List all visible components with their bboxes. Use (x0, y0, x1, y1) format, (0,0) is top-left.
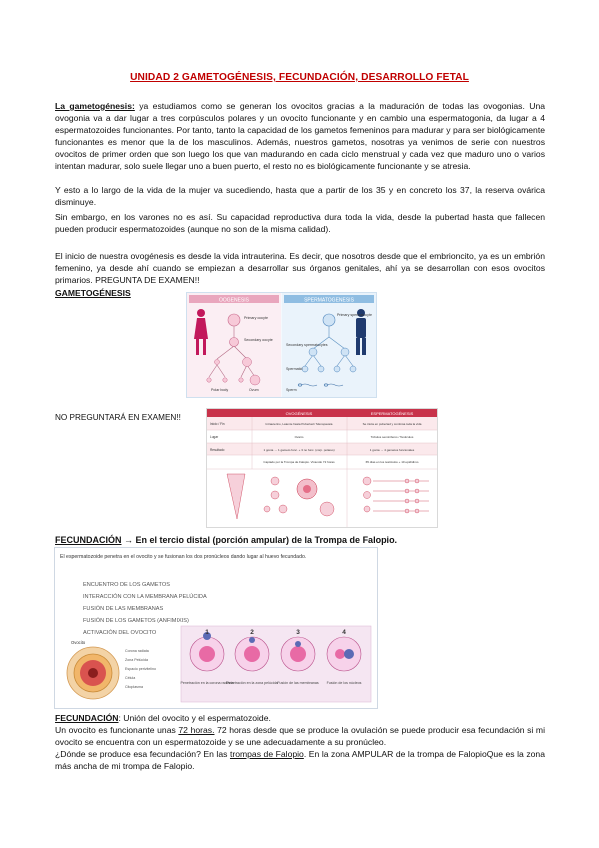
polar-body-label: Polar body (211, 388, 229, 392)
step-activacion: ACTIVACIÓN DEL OVOCITO (83, 630, 157, 636)
primary-oocyte-label: Primary oocyte (244, 316, 268, 320)
step-caption-3: Fusión de las membranas (277, 681, 319, 685)
step-number-1: 1 (205, 629, 209, 636)
fecundacion-heading-text: En el tercio distal (porción ampular) de la Trompa de Falopio. (135, 535, 398, 545)
answer-text: . En la zona AMPULAR de la trompa de FalopioQue es la zona más ancha de mi trompa de Falopio. (55, 748, 545, 771)
comparison-table-figure (206, 408, 438, 528)
spermatogenesis-header: SPERMATOGENESIS (304, 297, 354, 304)
step-caption-1: Penetración en la corona radiada (180, 681, 234, 685)
step-fusion-membranas: FUSIÓN DE LAS MEMBRANAS (83, 606, 164, 612)
sperm-label: Sperm (286, 388, 297, 392)
corona-label: Corona radiata (125, 649, 149, 653)
fecundacion-heading-label: FECUNDACIÓN (55, 535, 122, 545)
cell-ovo-viabilidad: Captado por la Trompa de Falopio. Viviendo 72 horas (263, 460, 335, 464)
row-label-resultado: Resultado (210, 448, 225, 452)
secondary-spermatocytes-label: Secondary spermatocytes (286, 343, 328, 347)
cell-ovo-resultado: 1 gonia → 1 gameto func. + 3 no func. (corp. polares) (263, 448, 335, 452)
step-encuentro: ENCUENTRO DE LOS GAMETOS (83, 582, 170, 588)
row-label-inicio: Inicio / Fin (210, 422, 225, 426)
citoplasma-label: Citoplasma (125, 685, 143, 689)
cell-esp-inicio: Se inicia en pubertad y continúa toda la vida (362, 422, 422, 426)
col-header-ovogenesis: OVOGÉNESIS (285, 411, 313, 416)
step-caption-4: Fusión de los núcleos (326, 681, 362, 685)
oocyte-text-continued: 72 horas desde que se produce la ovulación se puede producir esa fecundación si mi ovocito se encuentra con un espermatozoide y se une adecuadamente a su pronúcleo. (55, 724, 545, 747)
primary-spermatocyte-cell (323, 314, 335, 326)
page-title: UNIDAD 2 GAMETOGÉNESIS, FECUNDACIÓN, DESARROLLO FETAL (130, 72, 469, 83)
step-number-4: 4 (342, 629, 346, 636)
ovum-label: Ovum (249, 388, 259, 392)
gametogenesis-figure (186, 292, 377, 398)
oogenesis-header: OOGENESIS (218, 297, 250, 304)
oocyte-hours: 72 horas. (178, 724, 215, 735)
espermatogenesis-diagram (363, 477, 429, 513)
paragraph-ovarian-reserve: Y esto a lo largo de la vida de la mujer va sucediendo, hasta que a partir de los 35 y en concreto los 37, la reserva ovárica disminuye. (55, 185, 545, 207)
arrow-right-icon: → (121, 535, 136, 545)
step-number-2: 2 (250, 629, 254, 636)
fecundacion-figure (54, 547, 378, 709)
section-heading-gametogenesis: GAMETOGÉNESIS (55, 288, 131, 298)
question-text: ¿Dónde se produce esa fecundación? En las (55, 748, 230, 759)
step-2-diagram (235, 637, 269, 671)
fecundacion-heading (55, 535, 545, 547)
paragraph-intrauterine: El inicio de nuestra ovogénesis es desde la vida intrauterina. Es decir, que nosotros desde que el embrioncito, ya es un embrión femenino, ya desde ahí cuando se empiezan a desarrollar sus órganos genitales, ahí ya se desarrollan con esos ovocitos primarios. PREGUNTA DE EXAMEN!! (55, 251, 545, 285)
step-caption-2: Penetración en la zona pelúcida (226, 681, 278, 685)
cell-esp-resultado: 1 gonia → 4 gametos funcionales (369, 448, 415, 452)
no-exam-note: NO PREGUNTARÁ EN EXAMEN!! (55, 413, 181, 422)
paragraph-males: Sin embargo, en los varones no es así. Su capacidad reproductiva dura toda la vida, desde la pubertad hasta que fallecen pueden producir espermatozoides (aunque no son de la misma calidad). (55, 212, 545, 234)
secondary-oocyte-label: Secondary oocyte (244, 338, 273, 342)
lead-term: La gametogénesis: (55, 101, 135, 111)
primary-spermatocyte-label: Primary spermatocyte (337, 313, 372, 317)
paragraph-gametogenesis (55, 101, 545, 172)
paragraph-fecundacion (55, 713, 545, 773)
paragraph-text: ya estudiamos como se generan los ovocitos gracias a la maduración de todas las ovogonias. Una ovogonia va a dar lugar a tres corpúsculos polares y un ovocito funcionante y en cambio una espermatogonia, da lugar a 4 espermatozoides funcionantes. Por tanto, tanto la capacidad de los gametos femeninos para madurar y para ser biológicamente funcionantes es menor que la de los masculinos. Además, nuestros gametos, nosotras ya venimos de serie con nuestros ovocitos de primer orden que son luego los que van madurando en cada ciclo menstrual y cada vez que maduro uno o varios intentan madurar, solo suele llegar uno a buen puerto, el resto no es biológicamente funcionante y se atresia. (55, 101, 546, 171)
cell-ovo-lugar: Ovario (294, 435, 304, 439)
espacio-label: Espacio perivitelino (125, 667, 156, 671)
fecundacion-term: FECUNDACIÓN (55, 713, 119, 723)
spermatid-label: Spermatid (286, 367, 303, 371)
step-anfimixis: FUSIÓN DE LOS GAMETOS (ANFIMIXIS) (83, 618, 189, 624)
col-header-espermatogenesis: ESPERMATOGÉNESIS (370, 411, 414, 416)
primary-oocyte-cell (228, 314, 240, 326)
row-label-lugar: Lugar (210, 435, 219, 439)
fecundacion-intro: El espermatozoide penetra en el ovocito y se fusionan los dos pronúcleos dando lugar al huevo fecundado. (60, 554, 307, 560)
oocyte-text: Un ovocito es funcionante unas (55, 724, 179, 735)
ovum-cell (250, 375, 260, 385)
secondary-oocyte-cell (230, 338, 239, 347)
cell-ovo-inicio: Intrauterino, Latente hasta Pubertad / Menopausia (265, 422, 333, 426)
step-number-3: 3 (296, 629, 300, 636)
trompas-term: trompas de Falopio (229, 748, 304, 759)
cell-esp-viabilidad: 65 días en los testículos + 10 epidídimo (365, 460, 419, 464)
step-4-diagram (327, 637, 361, 671)
fecundacion-definition: : Unión del ovocito y el espermatozoide. (118, 713, 271, 723)
ovocito-diagram (67, 647, 119, 699)
ovocito-label: Ovocito (71, 640, 86, 645)
step-3-diagram (281, 637, 315, 671)
step-interaccion: INTERACCIÓN CON LA MEMBRANA PELÚCIDA (83, 594, 207, 600)
zona-label: Zona Pelúcida (125, 658, 148, 662)
celula-label: Célula (125, 676, 136, 680)
ovogenesis-diagram (227, 474, 334, 519)
cell-esp-lugar: Túbulos seminíferos / Testículos (370, 435, 414, 439)
